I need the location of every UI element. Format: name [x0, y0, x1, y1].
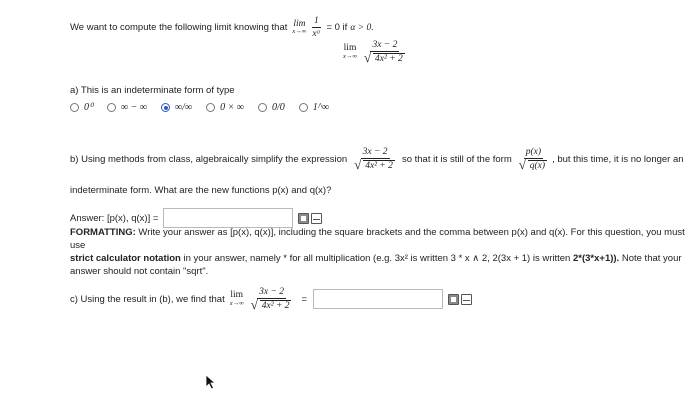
alpha-condition: α > 0. — [350, 22, 374, 33]
frac-den-sqrt: √ q(x) — [528, 160, 547, 171]
part-a-option[interactable] — [299, 102, 329, 113]
frac-num: 3x − 2 — [370, 40, 399, 52]
equation-editor-icon[interactable] — [448, 294, 459, 305]
option-label: ∞ − ∞ — [121, 102, 148, 113]
frac-den-sqrt: √ 4x² + 2 — [363, 160, 395, 171]
formatting-code: 2*(3*x+1)). — [572, 253, 620, 264]
part-a-option[interactable] — [70, 102, 93, 113]
part-b-line1 — [70, 147, 684, 172]
part-b-tools — [298, 213, 324, 224]
radio-button[interactable] — [161, 103, 170, 112]
intro-limit — [292, 20, 306, 36]
formatting-instructions — [70, 226, 698, 278]
part-c-equals: = — [301, 293, 308, 305]
pq-fraction — [518, 147, 549, 172]
part-c-row — [70, 287, 474, 312]
preview-icon[interactable] — [311, 213, 322, 224]
formatting-line3: answer should not contain "sqrt". — [70, 266, 209, 277]
intro-text: We want to compute the following limit knowing that — [70, 22, 288, 34]
part-b-suffix: , but this time, it is no longer an — [552, 153, 684, 165]
part-b-answer-row — [70, 208, 324, 228]
part-c-tools — [448, 294, 474, 305]
part-a-option[interactable] — [206, 102, 244, 113]
part-b-prefix: b) Using methods from class, algebraically simplify the expression — [70, 153, 348, 165]
lim-word: lim — [343, 43, 357, 54]
formatting-text1: Write your answer as [p(x), q(x)], including the square brackets and the comma between p(x) and q(x). For this question, you must use — [70, 227, 685, 251]
option-label: 0 × ∞ — [220, 102, 244, 113]
radio-button[interactable] — [107, 103, 116, 112]
frac-den-sqrt: √ 4x² + 2 — [373, 53, 405, 64]
formatting-text3: Note that your — [621, 253, 682, 264]
option-label: ∞/∞ — [175, 102, 193, 113]
lim-sub: x→∞ — [343, 52, 358, 60]
frac-num: 1 — [312, 16, 321, 28]
formatting-strict: strict calculator notation — [70, 253, 181, 264]
part-b-mid: so that it is still of the form — [401, 153, 512, 165]
lim-sub: x→∞ — [229, 299, 244, 307]
part-a-option[interactable] — [161, 102, 192, 113]
formatting-text2: in your answer, namely * for all multiplication (e.g. 3x² is written 3 * x ∧ 2, 2(3x + 1) is written — [183, 253, 571, 264]
lim-word: lim — [230, 290, 244, 301]
option-label: 0⁰ — [84, 102, 94, 113]
lim-sub: x→∞ — [292, 28, 307, 36]
intro-line — [70, 16, 374, 40]
radio-button[interactable] — [258, 103, 267, 112]
part-a-option[interactable] — [107, 102, 147, 113]
main-limit-expression — [343, 40, 407, 65]
frac-num: 3x − 2 — [257, 287, 286, 299]
frac-den-sqrt: √ 4x² + 2 — [260, 300, 292, 311]
formatting-label: FORMATTING: — [70, 227, 136, 238]
equation-editor-icon[interactable] — [298, 213, 309, 224]
main-limit — [343, 44, 357, 60]
frac-num: 3x − 2 — [361, 147, 390, 159]
part-c-answer-input[interactable] — [313, 289, 443, 309]
intro-fraction — [310, 16, 322, 40]
part-c-fraction — [250, 287, 294, 312]
preview-icon[interactable] — [461, 294, 472, 305]
part-c-limit — [230, 291, 244, 307]
part-a-label: a) This is an indeterminate form of type — [70, 85, 235, 96]
mouse-cursor-icon — [205, 374, 217, 390]
part-a-options — [70, 102, 343, 113]
frac-num: p(x) — [524, 147, 543, 159]
option-label: 1^∞ — [312, 102, 330, 113]
part-b-line2: indeterminate form. What are the new functions p(x) and q(x)? — [70, 185, 332, 196]
frac-den: xᵅ — [312, 29, 321, 40]
lim-word: lim — [293, 18, 306, 29]
part-b-answer-input[interactable] — [163, 208, 293, 228]
radio-button[interactable] — [70, 103, 79, 112]
option-label: 0/0 — [271, 102, 285, 113]
part-b-answer-label: Answer: [p(x), q(x)] = — [70, 212, 159, 224]
main-fraction — [363, 40, 407, 65]
part-b-fraction — [353, 147, 397, 172]
intro-tail: = 0 if — [326, 22, 348, 34]
part-c-prefix: c) Using the result in (b), we find that — [70, 293, 225, 305]
radio-button[interactable] — [299, 103, 308, 112]
radio-button[interactable] — [206, 103, 215, 112]
part-a-option[interactable] — [258, 102, 285, 113]
